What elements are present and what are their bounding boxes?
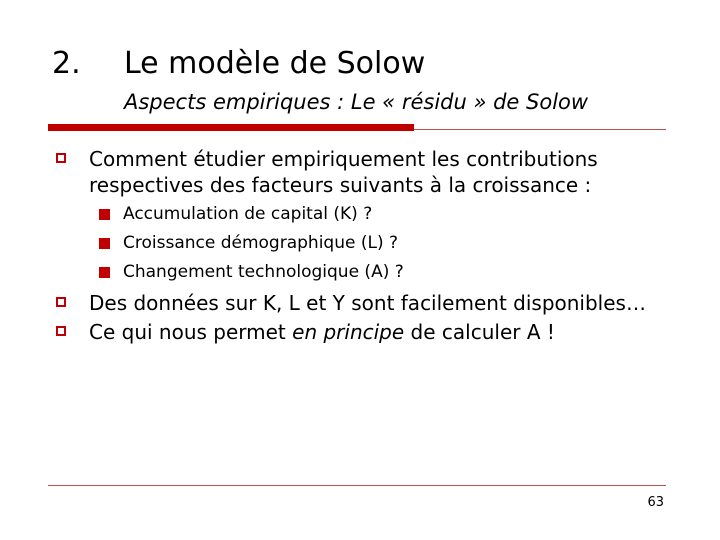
- sub-bullet-text: Changement technologique (A) ?: [123, 262, 404, 282]
- hollow-square-bullet-icon: [56, 153, 66, 163]
- sub-bullet-item: [52, 229, 672, 258]
- bullet-item: [52, 319, 672, 345]
- bullet-text-emphasis: en principe: [292, 320, 405, 344]
- hollow-square-bullet-icon: [56, 326, 66, 336]
- filled-square-bullet-icon: [99, 267, 110, 278]
- slide-title: Le modèle de Solow: [124, 46, 426, 81]
- filled-square-bullet-icon: [99, 238, 110, 249]
- bullet-text-after: de calculer A !: [404, 320, 555, 344]
- sub-bullet-text: Croissance démographique (L) ?: [123, 233, 399, 253]
- slide-subtitle: Aspects empiriques : Le « résidu » de Solow: [124, 90, 589, 114]
- section-number: 2.: [52, 46, 81, 81]
- sub-bullet-text: Accumulation de capital (K) ?: [123, 204, 373, 224]
- sub-bullet-list: [52, 200, 672, 287]
- bullet-text-before: Ce qui nous permet: [89, 320, 293, 344]
- slide-content: [52, 143, 672, 345]
- hollow-square-bullet-icon: [56, 297, 66, 307]
- sub-bullet-item: [52, 258, 672, 287]
- bullet-item: [52, 290, 672, 316]
- footer-divider: [48, 485, 666, 486]
- title-divider-thick: [48, 124, 414, 131]
- sub-bullet-item: [52, 200, 672, 229]
- bullet-text: Des données sur K, L et Y sont facilement disponibles…: [89, 291, 646, 315]
- filled-square-bullet-icon: [99, 209, 110, 220]
- bullet-text: Comment étudier empiriquement les contributions respectives des facteurs suivants à la croissance :: [89, 147, 598, 197]
- bullet-item: [52, 146, 672, 198]
- page-number: 63: [647, 495, 664, 510]
